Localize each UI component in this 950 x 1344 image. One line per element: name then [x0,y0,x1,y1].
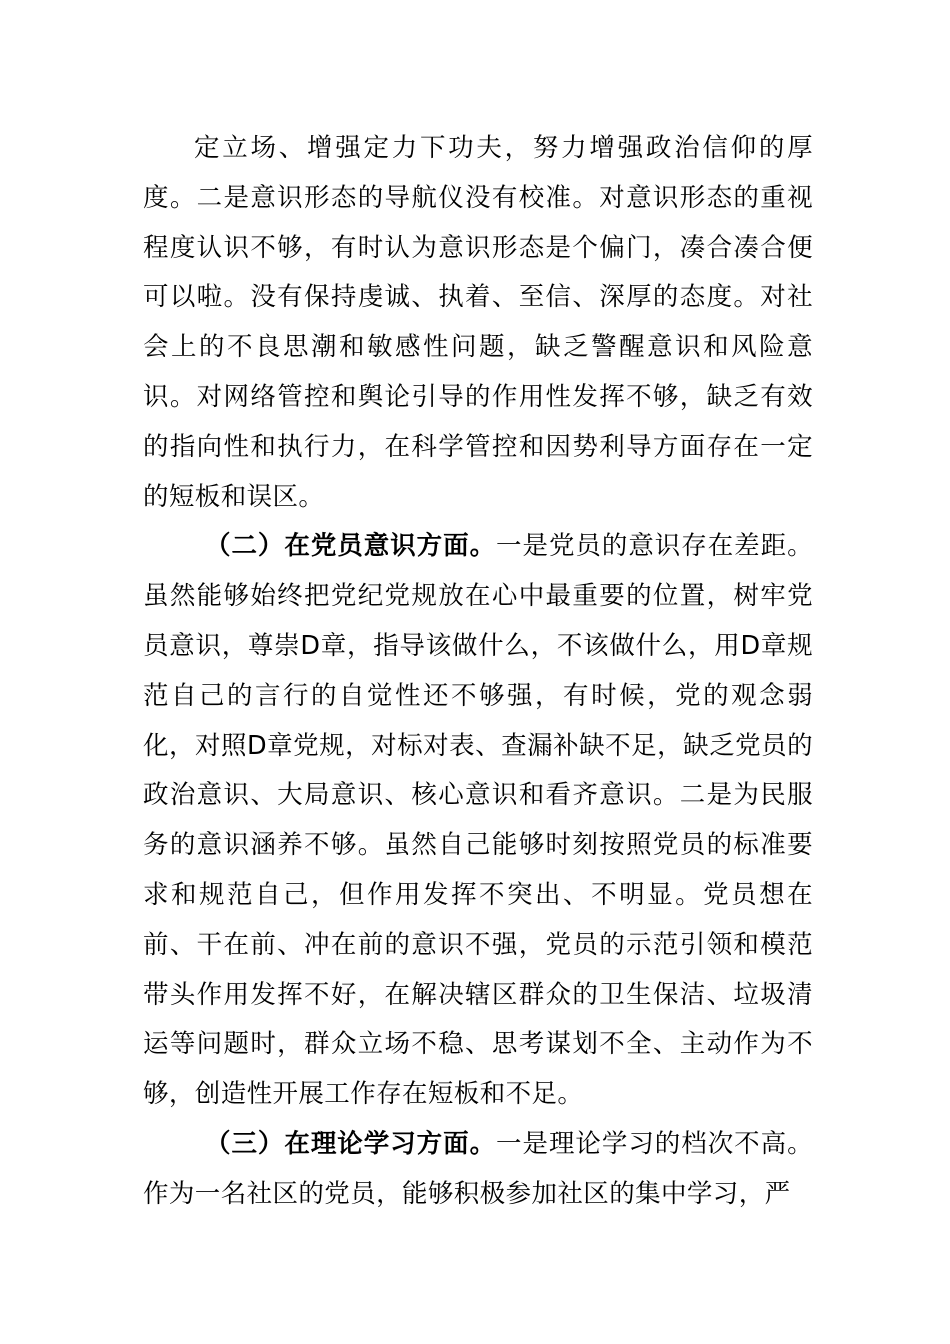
paragraph-party-awareness-text: 一是党员的意识存在差距。虽然能够始终把党纪党规放在心中最重要的位置，树牢党员意识，尊崇D章，指导该做什么，不该做什么，用D章规范自己的言行的自觉性还不够强，有时候，党的观念弱化，对照D章党规，对标对表、查漏补缺不足，缺乏党员的政治意识、大局意识、核心意识和看齐意识。二是为民服务的意识涵养不够。虽然自己能够时刻按照党员的标准要求和规范自己，但作用发挥不突出、不明显。党员想在前、干在前、冲在前的意识不强，党员的示范引领和模范带头作用发挥不好，在解决辖区群众的卫生保洁、垃圾清运等问题时，群众立场不稳、思考谋划不全、主动作为不够，创造性开展工作存在短板和不足。 [143,531,813,1110]
paragraph-theory-study-text: 一是理论学习的档次不高。作为一名社区的党员，能够积极参加社区的集中学习，严 [143,1128,813,1209]
paragraph-theory-study [143,1120,813,1220]
document-page [143,124,813,1220]
paragraph-ideology [143,124,813,522]
section-heading-party-awareness: （二）在党员意识方面。 [205,531,497,562]
paragraph-party-awareness [143,522,813,1120]
paragraph-ideology-text: 定立场、增强定力下功夫，努力增强政治信仰的厚度。二是意识形态的导航仪没有校准。对意识形态的重视程度认识不够，有时认为意识形态是个偏门，凑合凑合便可以啦。没有保持虔诚、执着、至信、深厚的态度。对社会上的不良思潮和敏感性问题，缺乏警醒意识和风险意识。对网络管控和舆论引导的作用性发挥不够，缺乏有效的指向性和执行力，在科学管控和因势利导方面存在一定的短板和误区。 [143,133,813,512]
section-heading-theory-study: （三）在理论学习方面。 [205,1128,497,1159]
